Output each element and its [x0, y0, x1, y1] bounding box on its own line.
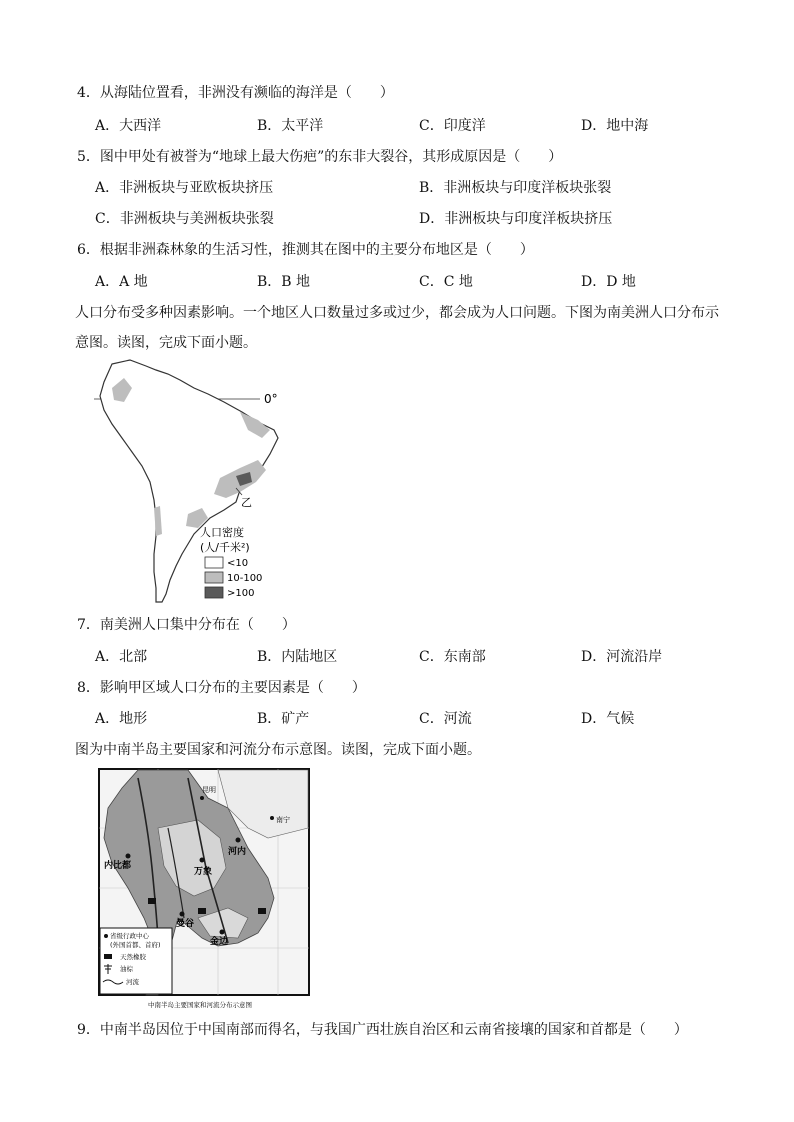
q8-option-c: C．河流 [419, 711, 472, 727]
q6-option-d: D．D 地 [581, 274, 636, 290]
intro-paragraph-2: 图为中南半岛主要国家和河流分布示意图。读图，完成下面小题。 [75, 742, 481, 758]
q5-option-d: D．非洲板块与印度洋板块挤压 [419, 211, 613, 227]
rubber-marker [258, 908, 266, 914]
label-phnom-penh: 金边 [210, 937, 229, 947]
q7-option-b: B．内陆地区 [257, 649, 338, 665]
label-nanning: 南宁 [276, 816, 290, 824]
intro-paragraph-1-cont: 意图。读图，完成下面小题。 [75, 335, 257, 351]
legend-label-low: <10 [227, 558, 249, 569]
point-label: 乙 [241, 496, 252, 509]
legend-river-label: 河流 [126, 978, 139, 986]
q8-option-a: A．地形 [95, 711, 148, 727]
legend-rubber-icon [104, 954, 112, 959]
q4-option-b: B．太平洋 [257, 118, 324, 134]
label-vientiane: 万象 [194, 867, 213, 877]
q6-option-a: A．A 地 [95, 274, 148, 290]
legend-capital-label: 省级行政中心 [110, 932, 149, 940]
q6-option-c: C．C 地 [419, 274, 473, 290]
q7-option-a: A．北部 [95, 649, 148, 665]
q4-option-a: A．大西洋 [95, 118, 162, 134]
label-kunming: 昆明 [202, 786, 216, 794]
q4-option-d: D．地中海 [581, 118, 649, 134]
q8-stem: 8．影响甲区域人口分布的主要因素是（ ） [77, 680, 366, 696]
q5-option-c: C．非洲板块与美洲板块张裂 [95, 211, 274, 227]
q8-option-b: B．矿产 [257, 711, 310, 727]
capital-marker-vientiane [200, 858, 205, 863]
legend-swatch-medium [205, 572, 223, 583]
q5-stem: 5．图中甲处有被誉为“地球上最大伤疤”的东非大裂谷，其形成原因是（ ） [77, 149, 563, 165]
q9-stem: 9．中南半岛因位于中国南部而得名，与我国广西壮族自治区和云南省接壤的国家和首都是（ ） [77, 1022, 688, 1038]
q8-option-d: D．气候 [581, 711, 635, 727]
q4-option-c: C．印度洋 [419, 118, 486, 134]
legend-title: 人口密度 [200, 526, 244, 539]
q6-option-b: B．B 地 [257, 274, 311, 290]
q7-stem: 7．南美洲人口集中分布在（ ） [77, 617, 296, 633]
q5-option-b: B．非洲板块与印度洋板块张裂 [419, 180, 612, 196]
capital-marker-hanoi [236, 838, 241, 843]
q7-option-c: C．东南部 [419, 649, 486, 665]
rubber-marker [148, 898, 156, 904]
q5-option-a: A．非洲板块与亚欧板块挤压 [95, 180, 274, 196]
legend-label-medium: 10-100 [227, 573, 263, 584]
label-naypyidaw: 内比都 [104, 861, 132, 871]
label-hanoi: 河内 [228, 847, 247, 857]
south-america-population-map [90, 358, 290, 606]
capital-marker-naypyidaw [126, 854, 131, 859]
q4-stem: 4．从海陆位置看，非洲没有濒临的海洋是（ ） [77, 85, 394, 101]
rubber-marker [198, 908, 206, 914]
legend-unit: (人/千米²) [200, 541, 250, 554]
legend-capital-label-2: (外国首都、首府) [110, 941, 161, 949]
capital-marker-bangkok [180, 912, 185, 917]
capital-marker-phnom-penh [220, 930, 225, 935]
legend-swatch-high [205, 587, 223, 598]
legend-oilpalm-label: 油棕 [120, 965, 133, 973]
indochina-map [98, 768, 310, 1012]
legend-label-high: >100 [227, 588, 255, 599]
label-bangkok: 曼谷 [176, 919, 195, 929]
q7-option-d: D．河流沿岸 [581, 649, 663, 665]
city-marker-nanning [270, 816, 274, 820]
intro-paragraph-1: 人口分布受多种因素影响。一个地区人口数量过多或过少，都会成为人口问题。下图为南美洲人口分布示 [75, 305, 719, 321]
city-marker-kunming [200, 796, 204, 800]
equator-label: 0° [264, 392, 278, 406]
legend-rubber-label: 天然橡胶 [120, 953, 146, 961]
q6-stem: 6．根据非洲森林象的生活习性，推测其在图中的主要分布地区是（ ） [77, 242, 534, 258]
map-caption: 中南半岛主要国家和河流分布示意图 [148, 1001, 252, 1009]
legend-capital-icon [104, 934, 108, 938]
legend-swatch-low [205, 557, 223, 568]
